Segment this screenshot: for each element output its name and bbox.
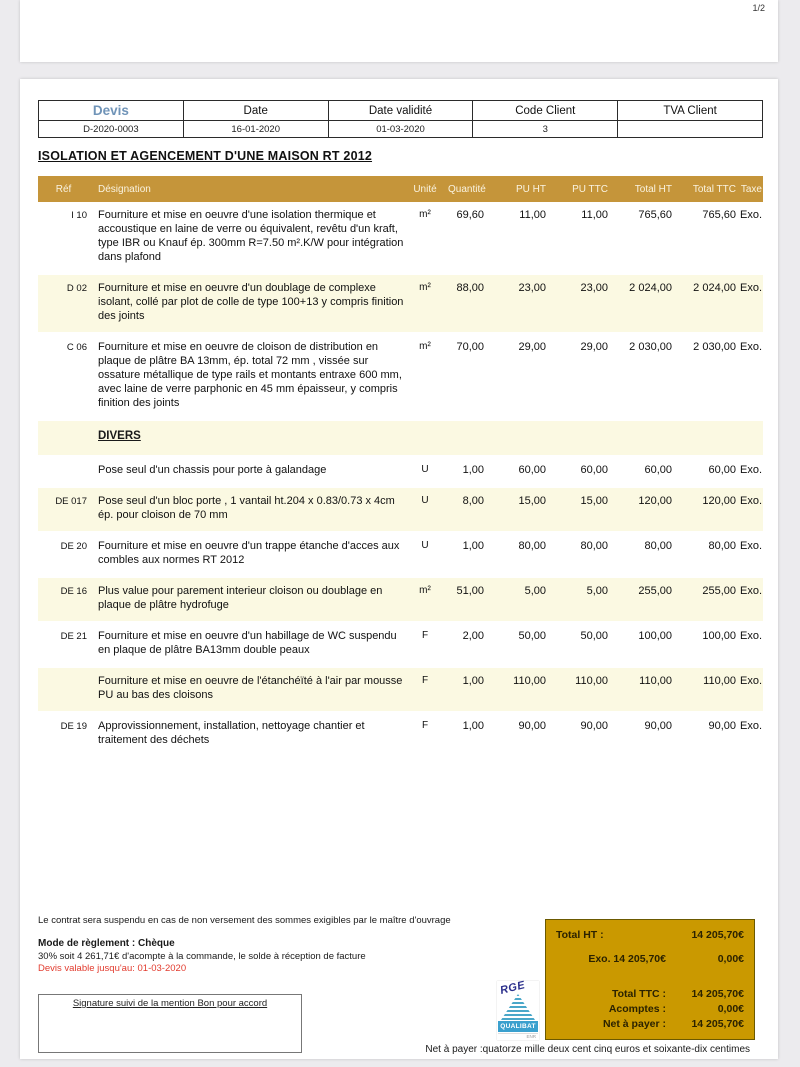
- info-header-tva-client: TVA Client: [618, 101, 763, 121]
- section-label: DIVERS: [98, 430, 141, 442]
- col-total-ttc: Total TTC: [692, 183, 736, 195]
- totals-box: [545, 919, 755, 1040]
- table-row: Fourniture et mise en oeuvre de l'étanchéïté à l'air par mousse PU au bas des cloisons F 1,00 110,00 110,00 110,00 110,00 Exo.: [38, 668, 763, 711]
- col-ref: Réf: [55, 183, 72, 195]
- col-designation: Désignation: [98, 183, 151, 195]
- previous-page-fragment: [20, 0, 778, 62]
- rge-qualibat-logo: [497, 981, 539, 1040]
- table-row: I 10 Fourniture et mise en oeuvre d'une isolation thermique et accoustique en laine de verre ou équivalent, revêtu d'un kraft, type IBR ou Knauf ép. 300mm R=7.50 m².K/W pour intégration dans plafond m² 69,60 11,00 11,00 765,60 765,60 Exo.: [71, 209, 762, 263]
- total-ht-label: Total HT :: [556, 929, 604, 941]
- signature-label: Signature suivi de la mention Bon pour accord: [72, 998, 268, 1009]
- page-indicator: 1/2: [752, 3, 765, 13]
- exo-value: 0,00€: [717, 953, 744, 965]
- items-table-header: [38, 176, 763, 202]
- col-unite: Unité: [413, 183, 437, 195]
- table-row: DE 20 Fourniture et mise en oeuvre d'un trappe étanche d'acces aux combles aux normes RT 2012 U 1,00 80,00 80,00 80,00 80,00 Exo.: [60, 540, 762, 566]
- page-title: ISOLATION ET AGENCEMENT D'UNE MAISON RT 2012: [38, 149, 373, 163]
- qualibat-label: QUALIBAT: [498, 1021, 538, 1032]
- total-ttc-value: 14 205,70€: [691, 988, 744, 1000]
- quote-date: 16-01-2020: [183, 121, 328, 138]
- qualibat-pyramid-icon: [501, 994, 535, 1020]
- table-row: D 02 Fourniture et mise en oeuvre d'un doublage de complexe isolant, collé par plot de colle de type 100+13 y compris finition des joints m² 88,00 23,00 23,00 2 024,00 2 024,00 Exo.: [38, 275, 763, 332]
- items-table: [38, 176, 763, 756]
- col-taxe: Taxe: [740, 183, 762, 195]
- net-amount-in-words: Net à payer :quatorze mille deux cent cinq euros et soixante-dix centimes: [425, 1044, 750, 1055]
- document-page: [20, 79, 778, 1059]
- table-row: DE 21 Fourniture et mise en oeuvre d'un habillage de WC suspendu en plaque de plâtre BA13mm double peaux F 2,00 50,00 50,00 100,00 100,00 Exo.: [60, 630, 762, 656]
- table-row: DE 017 Pose seul d'un bloc porte , 1 vantail ht.204 x 0.83/0.73 x 4cm ép. pour cloison de 70 mm U 8,00 15,00 15,00 120,00 120,00 Exo.: [38, 488, 763, 531]
- net-a-payer-label: Net à payer :: [602, 1018, 666, 1030]
- validity-note: Devis valable jusqu'au: 01-03-2020: [38, 963, 187, 974]
- quote-info-table: [38, 100, 763, 138]
- client-tva: [618, 121, 763, 138]
- table-row: Pose seul d'un chassis pour porte à galandage U 1,00 60,00 60,00 60,00 60,00 Exo.: [98, 464, 762, 476]
- acomptes-label: Acomptes :: [608, 1003, 666, 1015]
- exo-label: Exo. 14 205,70€: [588, 953, 666, 965]
- signature-box: [38, 994, 302, 1053]
- total-ht-value: 14 205,70€: [691, 929, 744, 941]
- page-footer: [38, 915, 763, 1059]
- info-header-devis: Devis: [39, 101, 184, 121]
- net-a-payer-value: 14 205,70€: [691, 1018, 744, 1030]
- quote-validity-date: 01-03-2020: [328, 121, 473, 138]
- quote-number: D-2020-0003: [39, 121, 184, 138]
- contract-note: Le contrat sera suspendu en cas de non versement des sommes exigibles par le maître d'ouvrage: [38, 915, 451, 926]
- info-header-date-validite: Date validité: [328, 101, 473, 121]
- acomptes-value: 0,00€: [717, 1003, 744, 1015]
- table-row: DE 16 Plus value pour parement interieur cloison ou doublage en plaque de plâtre hydrofuge m² 51,00 5,00 5,00 255,00 255,00 Exo.: [38, 578, 763, 621]
- section-divers: [38, 421, 763, 455]
- client-code: 3: [473, 121, 618, 138]
- rge-icon: RGE: [498, 979, 527, 997]
- info-header-date: Date: [183, 101, 328, 121]
- table-row: C 06 Fourniture et mise en oeuvre de cloison de distribution en plaque de plâtre BA 13mm, ép. total 72 mm , vissée sur ossature métallique de type rails et montants entraxe 600 mm, avec laine de verre parphonic en 45 mm épaisseur, y compris finition des joints m² 70,00 29,00 29,00 2 030,00 2 030,00 Exo.: [66, 341, 762, 409]
- table-row: DE 19 Approvissionnement, installation, nettoyage chantier et traitement des déchets F 1,00 90,00 90,00 90,00 90,00 Exo.: [60, 720, 762, 746]
- total-ttc-label: Total TTC :: [611, 988, 666, 1000]
- col-pu-ttc: PU TTC: [572, 183, 608, 195]
- deposit-note: 30% soit 4 261,71€ d'acompte à la commande, le solde à réception de facture: [38, 951, 366, 962]
- col-quantite: Quantité: [448, 183, 486, 195]
- col-total-ht: Total HT: [634, 183, 672, 195]
- payment-mode: Mode de règlement : Chèque: [38, 938, 175, 949]
- qualibat-subtext: ENR: [498, 1033, 538, 1040]
- info-header-code-client: Code Client: [473, 101, 618, 121]
- col-pu-ht: PU HT: [516, 183, 546, 195]
